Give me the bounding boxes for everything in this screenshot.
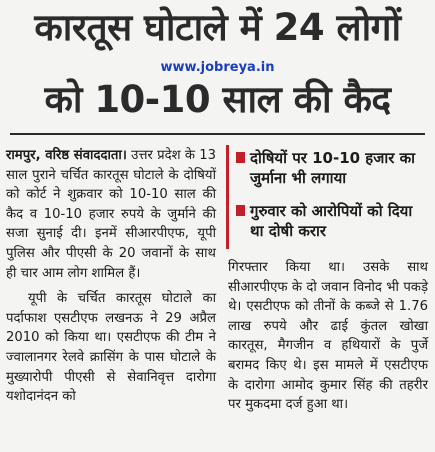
left-column	[6, 146, 216, 407]
headline-line-2: को 10-10 साल की कैद	[44, 78, 391, 121]
highlight-text: गुरुवार को आरोपियों को दिया था दोषी करार	[250, 202, 413, 240]
highlight-item	[236, 148, 426, 188]
headline-line-1: कारतूस घोटाले में 24 लोगों	[34, 6, 401, 49]
right-column	[228, 258, 428, 415]
bullet-square-icon	[236, 152, 245, 163]
bullet-square-icon	[236, 205, 245, 216]
highlight-text: दोषियों पर 10-10 हजार का जुर्माना भी लगाया	[250, 149, 416, 187]
highlight-accent-bar	[226, 145, 229, 249]
site-url[interactable]: www.jobreya.in	[160, 60, 275, 75]
left-paragraph-1	[6, 146, 216, 283]
highlight-box	[226, 145, 428, 251]
highlight-item	[236, 201, 426, 241]
dateline: रामपुर, वरिष्ठ संवाददाता।	[6, 148, 127, 163]
right-paragraph: गिरफ्तार किया था। उसके साथ सीआरपीएफ के दो जवान विनोद भी पकड़े थे। एसटीएफ को तीनों के कब्जे से 1.76 लाख रुपये और ढाई कुंतल खोखा कारतूस, मैगजीन व हथियारों के पुर्जे बरामद किए थे। इस मामले में एसटीएफ के दारोगा आमोद कुमार सिंह की तहरीर पर मुकदमा दर्ज हुआ था।	[228, 260, 428, 413]
headline-divider	[10, 133, 425, 135]
left-paragraph-2: यूपी के चर्चित कारतूस घोटाले का पर्दाफाश एसटीएफ लखनऊ ने 29 अप्रैल 2010 को किया था। एसटीएफ की टीम ने ज्वालानगर रेलवे क्रासिंग के पास घोटाले के मुख्यारोपी पीएसी से सेवानिवृत्त दारोगा यशोदानंदन को	[6, 291, 216, 405]
left-paragraph-1-text: उत्तर प्रदेश के 13 साल पुराने चर्चित कारतूस घोटाले के दोषियों को कोर्ट ने शुक्रवार को 10-10 साल की कैद व 10-10 हजार रुपये के जुर्माने की सजा सुनाई दी। इनमें सीआरपीएफ, यूपी पुलिस और पीएसी के 20 जवानों के साथ ही चार आम लोग शामिल हैं।	[6, 148, 216, 281]
